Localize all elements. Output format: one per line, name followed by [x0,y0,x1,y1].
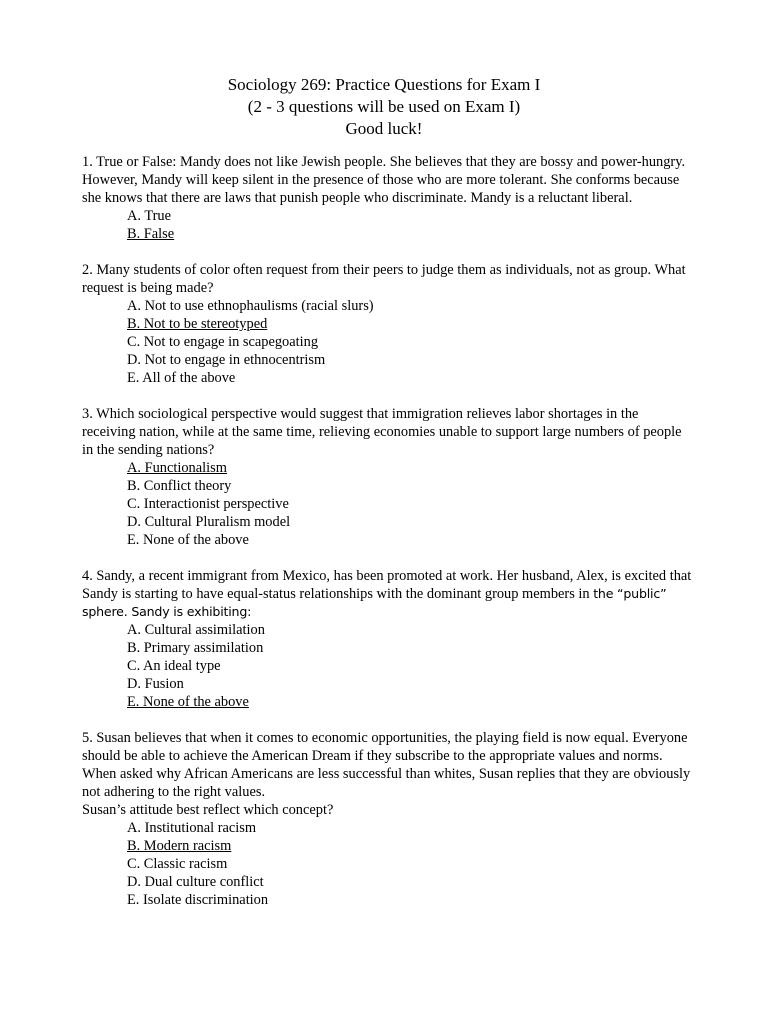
option-5d: D. Dual culture conflict [127,874,264,890]
question-5-options [82,819,692,909]
question-5-prompt: Susan’s attitude best reflect which concept? [82,802,334,818]
document-subtitle: (2 - 3 questions will be used on Exam I) [247,97,521,116]
question-2-text: 2. Many students of color often request from their peers to judge them as individuals, not as group. What request is being made? [82,262,686,296]
option-5b-answer: B. Modern racism [127,838,232,854]
option-4e-answer: E. None of the above [127,694,249,710]
question-1-options [82,207,692,243]
question-4-text-alt: the “public” sphere. Sandy is exhibiting: [82,586,667,619]
option-5e: E. Isolate discrimination [127,892,269,908]
question-3-options [82,459,692,549]
option-3c: C. Interactionist perspective [127,496,289,512]
option-2c: C. Not to engage in scapegoating [127,334,319,350]
question-5-text: 5. Susan believes that when it comes to economic opportunities, the playing field is now equal. Everyone should be able to achieve the American Dream if they subscribe to the appropriate values and norms. When asked why African Americans are less successful than whites, Susan replies that they are obviously not adhering to the right values. [82,730,691,800]
option-2a: A. Not to use ethnophaulisms (racial slurs) [127,298,374,314]
option-4c: C. An ideal type [127,658,221,674]
option-3b: B. Conflict theory [127,478,232,494]
option-4b: B. Primary assimilation [127,640,264,656]
question-4-text-main: 4. Sandy, a recent immigrant from Mexico, has been promoted at work. Her husband, Alex, is excited that Sandy is starting to have equal-status relationships with the dominant group members in [82,568,692,602]
option-1b-answer: B. False [127,226,175,242]
question-2-options [82,297,692,387]
option-2b-answer: B. Not to be stereotyped [127,316,268,332]
document-greeting: Good luck! [345,119,423,138]
option-3e: E. None of the above [127,532,249,548]
option-1a: A. True [127,208,171,224]
option-5a: A. Institutional racism [127,820,257,836]
option-3a-answer: A. Functionalism [127,460,227,476]
option-4a: A. Cultural assimilation [127,622,265,638]
question-4-text [82,567,692,621]
option-5c: C. Classic racism [127,856,228,872]
option-4d: D. Fusion [127,676,184,692]
question-4-options [82,621,692,711]
question-3-text: 3. Which sociological perspective would suggest that immigration relieves labor shortages in the receiving nation, while at the same time, relieving economies unable to support large numbers of people in the sending nations? [82,406,682,458]
question-1-text: 1. True or False: Mandy does not like Jewish people. She believes that they are bossy and power-hungry. However, Mandy will keep silent in the presence of those who are more tolerant. She conforms because she knows that there are laws that punish people who discriminate. Mandy is a reluctant liberal. [82,154,686,206]
question-1 [82,153,692,243]
question-5 [82,729,692,909]
option-3d: D. Cultural Pluralism model [127,514,291,530]
document-title: Sociology 269: Practice Questions for Exam I [227,75,541,94]
option-2d: D. Not to engage in ethnocentrism [127,352,326,368]
question-list [82,153,692,927]
option-2e: E. All of the above [127,370,236,386]
document-header [0,74,768,140]
question-3 [82,405,692,549]
question-4 [82,567,692,711]
question-2 [82,261,692,387]
